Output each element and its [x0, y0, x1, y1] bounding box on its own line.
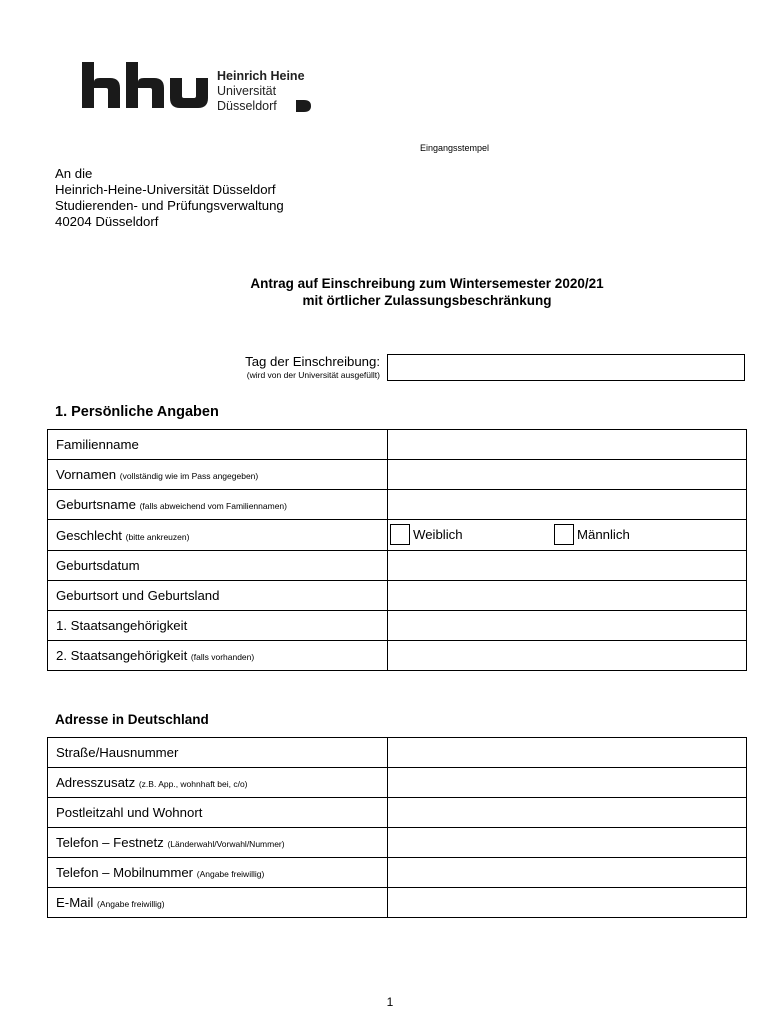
enrollment-day-label: Tag der Einschreibung:: [245, 354, 380, 369]
birth-place-field[interactable]: [388, 581, 747, 611]
label-text: 2. Staatsangehörigkeit: [56, 648, 188, 663]
field-label: [48, 520, 388, 551]
table-row: [48, 738, 747, 768]
address-addition-field[interactable]: [388, 768, 747, 798]
label-text: Telefon – Mobilnummer: [56, 865, 194, 880]
enrollment-day-note: (wird von der Universität ausgefüllt): [246, 370, 380, 380]
address-line: 40204 Düsseldorf: [55, 214, 159, 229]
field-label: [48, 858, 388, 888]
section-heading-address: Adresse in Deutschland: [55, 712, 209, 727]
logo-line: Universität: [217, 84, 277, 98]
label-text: Geburtsort und Geburtsland: [56, 588, 220, 603]
enrollment-day-field[interactable]: [387, 354, 745, 381]
address-line: Studierenden- und Prüfungsverwaltung: [55, 198, 284, 213]
label-note: (Angabe freiwillig): [97, 899, 165, 909]
field-label: [48, 490, 388, 520]
field-label: [48, 460, 388, 490]
male-label: Männlich: [577, 527, 630, 542]
title-line-1: Antrag auf Einschreibung zum Wintersemester 2020/21: [250, 276, 604, 291]
address-line: Heinrich-Heine-Universität Düsseldorf: [55, 182, 276, 197]
form-title: [0, 275, 770, 309]
label-text: Geburtsdatum: [56, 558, 140, 573]
mobile-field[interactable]: [388, 858, 747, 888]
landline-field[interactable]: [388, 828, 747, 858]
label-text: Adresszusatz: [56, 775, 136, 790]
label-note: (vollständig wie im Pass angegeben): [119, 471, 259, 481]
family-name-field[interactable]: [388, 430, 747, 460]
table-row: [48, 581, 747, 611]
personal-data-table: [47, 429, 747, 671]
field-label: [48, 641, 388, 671]
address-line: An die: [55, 166, 93, 181]
field-label: [48, 611, 388, 641]
field-label: [48, 581, 388, 611]
nationality-2-field[interactable]: [388, 641, 747, 671]
label-note: (falls abweichend vom Familiennamen): [139, 501, 287, 511]
table-row: [48, 858, 747, 888]
recipient-address: [55, 166, 284, 230]
label-text: Geburtsname: [56, 497, 136, 512]
table-row: [48, 828, 747, 858]
table-row: [48, 430, 747, 460]
label-text: Straße/Hausnummer: [56, 745, 179, 760]
female-checkbox[interactable]: [390, 524, 410, 545]
label-text: Vornamen: [56, 467, 117, 482]
table-row: [48, 641, 747, 671]
field-label: [48, 798, 388, 828]
table-row: [48, 460, 747, 490]
label-text: Familienname: [56, 437, 139, 452]
stamp-label: Eingangsstempel: [420, 143, 490, 153]
label-note: (Länderwahl/Vorwahl/Nummer): [167, 839, 285, 849]
table-row: [48, 520, 747, 551]
label-text: 1. Staatsangehörigkeit: [56, 618, 188, 633]
female-label: Weiblich: [413, 527, 463, 542]
nationality-1-field[interactable]: [388, 611, 747, 641]
field-label: [48, 768, 388, 798]
label-note: (bitte ankreuzen): [125, 531, 190, 542]
table-row: [48, 551, 747, 581]
field-label: [48, 551, 388, 581]
label-note: (falls vorhanden): [190, 652, 255, 662]
label-text: Postleitzahl und Wohnort: [56, 805, 203, 820]
title-line-2: mit örtlicher Zulassungsbeschränkung: [302, 293, 552, 308]
label-note: (z.B. App., wohnhaft bei, c/o): [138, 779, 248, 789]
label-text: E-Mail: [56, 895, 94, 910]
field-label: [48, 430, 388, 460]
section-heading-personal: 1. Persönliche Angaben: [55, 404, 219, 420]
label-text: Telefon – Festnetz: [56, 835, 164, 850]
table-row: [48, 490, 747, 520]
table-row: [48, 768, 747, 798]
field-label: [48, 828, 388, 858]
gender-field: [388, 520, 747, 551]
logo-wordmark: [217, 69, 305, 114]
table-row: [48, 888, 747, 918]
label-text: Geschlecht: [56, 527, 122, 543]
table-row: [48, 798, 747, 828]
label-note: (Angabe freiwillig): [196, 869, 265, 879]
first-names-field[interactable]: [388, 460, 747, 490]
page-number: 1: [386, 995, 394, 1009]
street-field[interactable]: [388, 738, 747, 768]
birth-date-field[interactable]: [388, 551, 747, 581]
logo-line: Düsseldorf: [217, 99, 277, 113]
postcode-city-field[interactable]: [388, 798, 747, 828]
field-label: [48, 738, 388, 768]
email-field[interactable]: [388, 888, 747, 918]
table-row: [48, 611, 747, 641]
field-label: [48, 888, 388, 918]
hhu-logo: [80, 60, 320, 116]
male-checkbox[interactable]: [554, 524, 574, 545]
logo-line: Heinrich Heine: [217, 69, 305, 83]
birth-name-field[interactable]: [388, 490, 747, 520]
address-table: [47, 737, 747, 918]
